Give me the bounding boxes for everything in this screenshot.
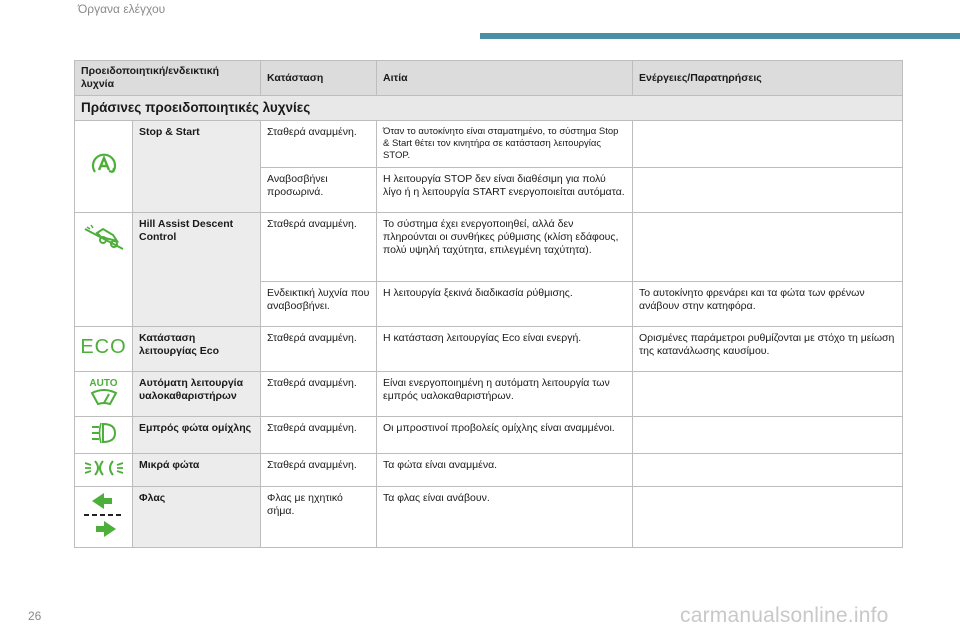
state-cell: Σταθερά αναμμένη.: [261, 213, 377, 282]
state-cell: Φλας με ηχητικό σήμα.: [261, 487, 377, 548]
auto-wiper-icon: [77, 378, 130, 410]
cause-cell: Είναι ενεργοποιημένη η αυτόματη λειτουργία των εμπρός υαλοκαθαριστήρων.: [377, 372, 633, 417]
hill-descent-icon: [83, 223, 125, 251]
auto-label: AUTO: [89, 378, 118, 389]
table-row: [75, 487, 903, 548]
actions-cell: [633, 487, 903, 548]
actions-cell: [633, 417, 903, 454]
lamp-icon-cell: [75, 121, 133, 213]
actions-cell: [633, 372, 903, 417]
lamp-icon-cell: [75, 454, 133, 487]
state-cell: Σταθερά αναμμένη.: [261, 454, 377, 487]
lamp-icon-cell: [75, 417, 133, 454]
lamp-name: Μικρά φώτα: [133, 454, 261, 487]
lamp-name: Κατάσταση λειτουργίας Eco: [133, 327, 261, 372]
eco-icon: ECO: [80, 336, 127, 358]
cause-cell: Τα φώτα είναι αναμμένα.: [377, 454, 633, 487]
actions-cell: [633, 168, 903, 213]
state-cell: Σταθερά αναμμένη.: [261, 372, 377, 417]
cause-cell: Η λειτουργία ξεκινά διαδικασία ρύθμισης.: [377, 282, 633, 327]
col-header-state: Κατάσταση: [261, 61, 377, 96]
page-number: 26: [28, 609, 42, 623]
lamp-name: Φλας: [133, 487, 261, 548]
actions-cell: [633, 454, 903, 487]
table-row: [75, 327, 903, 372]
lamp-icon-cell: [75, 213, 133, 327]
table-row: [75, 372, 903, 417]
header-accent-bar: [480, 33, 960, 39]
actions-cell: Το αυτοκίνητο φρενάρει και τα φώτα των φρένων ανάβουν στην κατηφόρα.: [633, 282, 903, 327]
cause-cell: Όταν το αυτοκίνητο είναι σταματημένο, το σύστημα Stop & Start θέτει τον κινητήρα σε κατάσταση λειτουργίας STOP.: [377, 121, 633, 168]
lamp-name: Εμπρός φώτα ομίχλης: [133, 417, 261, 454]
front-fog-icon: [89, 421, 119, 445]
sidelights-icon: [83, 458, 125, 478]
table-header-row: [75, 61, 903, 96]
state-cell: Σταθερά αναμμένη.: [261, 121, 377, 168]
cause-cell: Η λειτουργία STOP δεν είναι διαθέσιμη για πολύ λίγο ή η λειτουργία START ενεργοποιείται αυτόματα.: [377, 168, 633, 213]
lamp-name: Hill Assist Descent Control: [133, 213, 261, 327]
indicators-icon: [82, 491, 126, 539]
cause-cell: Το σύστημα έχει ενεργοποιηθεί, αλλά δεν πληρούνται οι συνθήκες ρύθμισης (κλίση εδάφους, πολύ υψηλή ταχύτητα, επιλεγμένη ταχύτητα).: [377, 213, 633, 282]
lamp-name: Αυτόματη λειτουργία υαλοκαθαριστήρων: [133, 372, 261, 417]
page-header-title: Όργανα ελέγχου: [78, 2, 166, 16]
cause-cell: Η κατάσταση λειτουργίας Eco είναι ενεργή.: [377, 327, 633, 372]
table-row: [75, 454, 903, 487]
col-header-cause: Αιτία: [377, 61, 633, 96]
col-header-actions: Ενέργειες/Παρατηρήσεις: [633, 61, 903, 96]
actions-cell: [633, 213, 903, 282]
state-cell: Σταθερά αναμμένη.: [261, 327, 377, 372]
table-row: [75, 417, 903, 454]
table-row: [75, 121, 903, 168]
actions-cell: [633, 121, 903, 168]
lamp-icon-cell: [75, 487, 133, 548]
cause-cell: Τα φλας είναι ανάβουν.: [377, 487, 633, 548]
state-cell: Αναβοσβήνει προσωρινά.: [261, 168, 377, 213]
section-header-row: [75, 96, 903, 121]
lamp-name: Stop & Start: [133, 121, 261, 213]
lamp-icon-cell: [75, 327, 133, 372]
stop-start-icon: [89, 150, 119, 180]
state-cell: Σταθερά αναμμένη.: [261, 417, 377, 454]
actions-cell: Ορισμένες παράμετροι ρυθμίζονται με στόχο τη μείωση της κατανάλωσης καυσίμου.: [633, 327, 903, 372]
watermark: carmanualsonline.info: [680, 604, 889, 627]
section-title: Πράσινες προειδοποιητικές λυχνίες: [75, 96, 903, 121]
table-row: [75, 213, 903, 282]
cause-cell: Οι μπροστινοί προβολείς ομίχλης είναι αναμμένοι.: [377, 417, 633, 454]
wiper-icon: [89, 389, 119, 407]
col-header-lamp: Προειδοποιητική/ενδεικτική λυχνία: [75, 61, 261, 96]
state-cell: Ενδεικτική λυχνία που αναβοσβήνει.: [261, 282, 377, 327]
warning-lamps-table: [74, 60, 903, 548]
lamp-icon-cell: [75, 372, 133, 417]
